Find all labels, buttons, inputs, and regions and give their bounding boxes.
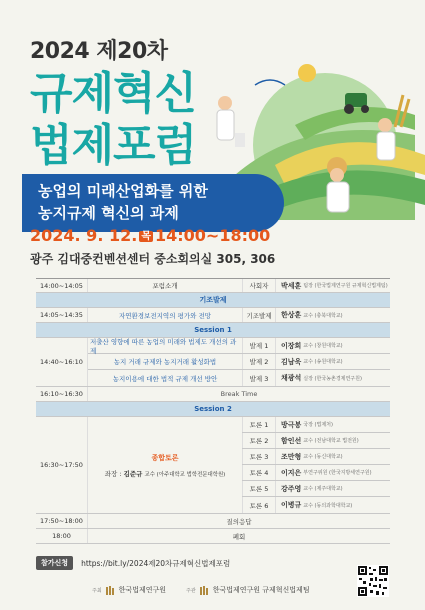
speaker-cell [276,279,390,292]
speaker-name: 박세훈 [281,281,302,290]
role-cell: 토론 6 [242,497,276,513]
event-time: 14:00~18:00 [154,226,271,245]
session2-rows [242,417,390,513]
role-cell: 토론 4 [242,465,276,480]
institute-logo-icon [106,585,116,595]
speaker-affil: 교수 (송원대학교) [303,359,343,365]
edition-label: 2024 제20차 [30,39,168,64]
speaker-affil: 교수 (제주대학교) [303,486,343,492]
speaker-cell [276,465,390,480]
break-label: Break Time [220,390,258,398]
speaker-name: 함인선 [281,436,302,445]
table-row [242,465,390,481]
speaker-affil: 실장 (한국농촌경제연구원) [303,375,362,382]
table-row [242,433,390,449]
event-venue: 광주 김대중컨벤션센터 중소회의실 305, 306 [30,252,276,266]
time-cell: 17:50~18:00 [36,514,88,528]
speaker-cell [276,481,390,496]
speaker-affil: 교수 (동신대학교) [303,454,343,460]
program-row-break [36,387,390,402]
table-row [88,354,390,370]
organizer-name: 한국법제연구원 규제혁신법제팀 [212,586,310,594]
program-row-keynote [36,308,390,323]
section-header-session1: Session 1 [36,323,390,338]
event-datetime [30,226,270,245]
section-header-keynote: 기조발제 [36,293,390,308]
speaker-name: 이병규 [281,501,302,509]
speaker-affil: 교수 (동의과학대학교) [303,502,353,509]
speaker-cell [276,338,390,353]
subject-cell: 농지 거래 규제와 농지거래 활성화법 [113,358,217,366]
chair-affil: 교수 (아주대학교 법학전문대학원) [144,471,226,478]
table-row [88,338,390,354]
table-row [242,417,390,433]
subject-cell: 포럼소개 [152,282,178,290]
role-cell: 발제 3 [242,370,276,386]
chair-role: 좌장 : [104,469,122,478]
table-row [242,481,390,497]
program-row-qa [36,514,390,529]
time-cell: 14:00~14:05 [36,279,88,292]
speaker-cell [276,497,390,513]
registration-link[interactable]: https://bit.ly/2024제20차규제혁신법제포럼 [81,558,231,568]
closing-label: 폐회 [232,532,246,541]
table-row [88,370,390,386]
table-row [242,497,390,513]
role-cell: 토론 1 [242,417,276,432]
speaker-cell [276,370,390,386]
speaker-cell [276,354,390,369]
host-organizations [92,585,330,595]
speaker-name: 한상훈 [281,311,302,319]
speaker-affil: 부연구위원 (한국지방세연구원) [303,470,372,476]
registration-label: 참가신청 [36,556,73,570]
discussion-title: 종합토론 [151,453,179,462]
speaker-affil: 교수 (충북대학교) [303,312,343,319]
qa-label: 질의응답 [226,517,252,526]
program-table [36,278,390,544]
host-name: 한국법제연구원 [118,586,167,594]
program-row-opening [36,278,390,293]
role-cell: 토론 3 [242,449,276,464]
time-cell: 16:10~16:30 [36,387,88,401]
table-row [242,449,390,465]
time-cell: 14:40~16:10 [36,338,88,386]
host-caption: 주최 [92,587,102,594]
role-cell: 발제 1 [242,338,276,353]
subject-cell: 자연환경보전지역의 평가와 전망 [118,311,212,320]
section-header-session2: Session 2 [36,402,390,417]
speaker-name: 조만형 [281,452,302,461]
speaker-name: 이장희 [281,341,302,350]
qr-code-icon[interactable] [357,565,389,597]
speaker-name: 채광석 [281,374,302,382]
chair-name: 김준규 [123,469,143,478]
speaker-affil: 교수 (창원대학교) [303,343,343,349]
registration-info [36,556,230,570]
speaker-cell [276,308,390,322]
speaker-name: 이지은 [281,468,302,477]
speaker-cell [276,417,390,432]
forum-title-line2: 법제포럼 [30,120,197,171]
speaker-name: 김남욱 [281,357,302,366]
time-cell: 18:00 [36,529,88,543]
subtitle-line2: 농지규제 혁신의 과제 [38,204,179,222]
speaker-affil: 팀장 (한국법제연구원 규제혁신법제팀) [303,283,388,289]
speaker-name: 방극봉 [281,420,302,429]
session1-rows [88,338,390,386]
event-date: 2024. 9. 12. [30,226,138,245]
role-cell: 토론 5 [242,481,276,496]
event-weekday: 목 [141,231,151,242]
program-row-closing [36,529,390,544]
role-cell: 발제 2 [242,354,276,369]
subtitle-line1: 농업의 미래산업화를 위한 [38,182,208,200]
program-block-session2 [36,417,390,514]
time-cell: 14:05~14:35 [36,308,88,322]
discussion-cell [88,417,242,513]
speaker-cell [276,449,390,464]
subtitle-banner [22,174,284,232]
forum-title-line1: 규제혁신 [30,68,197,119]
chair-line [105,469,226,478]
program-block-session1 [36,338,390,387]
speaker-affil: 국장 (법제처) [303,422,333,428]
subject-cell: 저출산 영향에 따른 농업의 미래와 법제도 개선의 과제 [90,337,237,355]
speaker-cell [276,433,390,448]
role-cell: 기조발제 [242,308,276,322]
speaker-affil: 교수 (전남대학교 법전원) [303,438,359,444]
role-cell: 토론 2 [242,433,276,448]
speaker-name: 강주영 [281,484,302,493]
organizer-group [186,585,310,595]
subject-cell: 농지이용에 대한 법적 규제 개선 방안 [112,374,218,383]
host-group [92,585,166,595]
role-cell: 사회자 [242,279,276,292]
time-cell: 16:30~17:50 [36,417,88,513]
institute-logo-icon [200,585,210,595]
organizer-caption: 주관 [186,587,196,594]
